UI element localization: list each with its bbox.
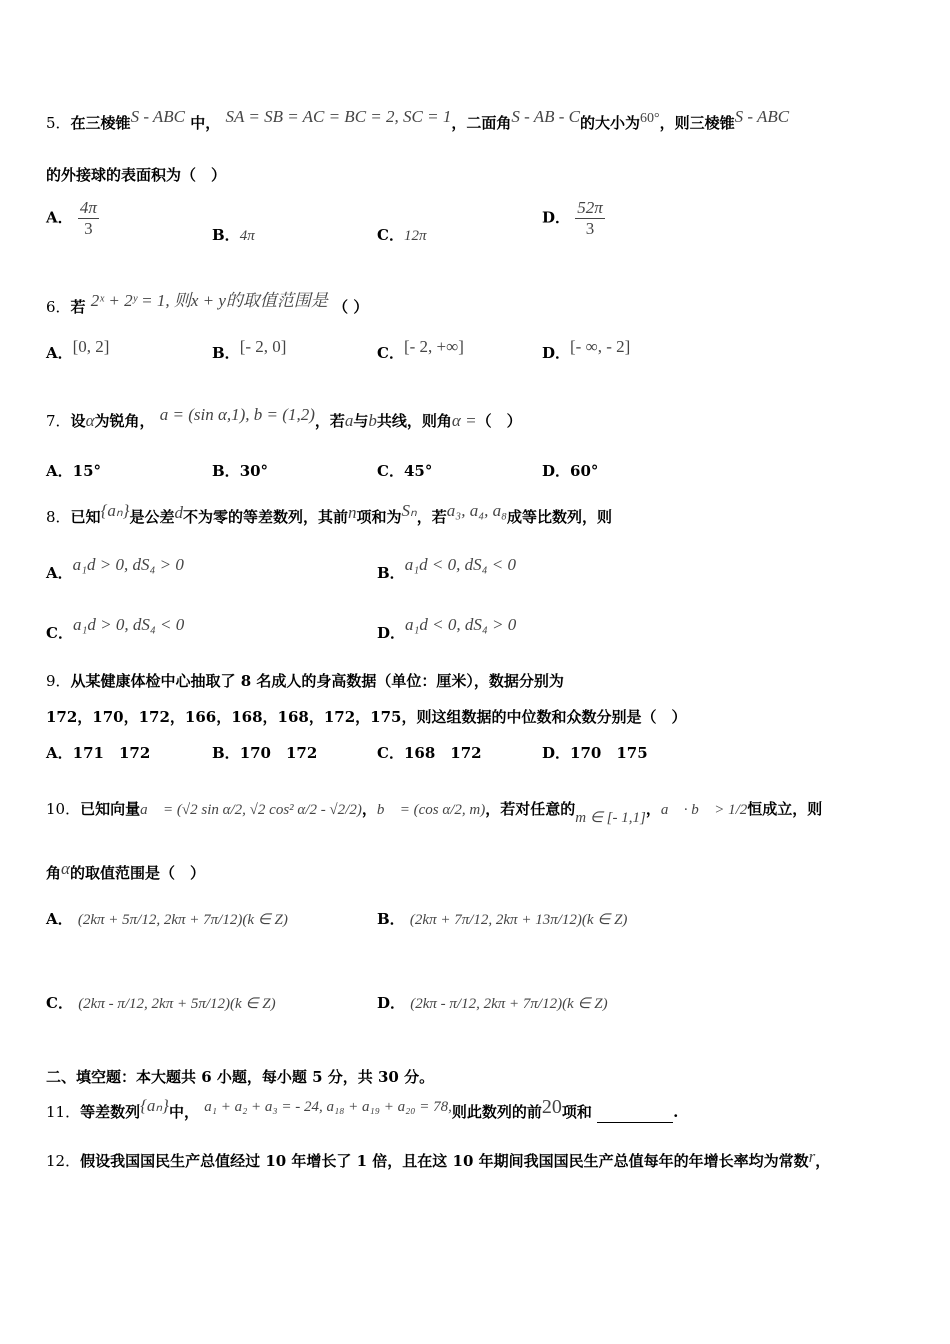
option-c: C．45° [377,462,433,480]
question-10: 10．已知向量a⃗ = (√2 sin α/2, √2 cos² α/2 - √2/2)，b⃗ = (cos α/2, m)，若对任意的m ∈ [- 1,1]，a⃗ · b⃗ > 1/2恒成立，则 [46,800,823,826]
question-8: 8．已知{aₙ}是公差d不为零的等差数列，其前n项和为Sₙ，若a₃, a₄, a₈成等比数列，则 [46,501,613,526]
question-number: 5． [46,114,71,132]
question-5: 5．在三棱锥S - ABC 中， SA = SB = AC = BC = 2, SC = 1，二面角S - AB - C的大小为60°，则三棱锥S - ABC [46,107,790,132]
option-d: D．170 175 [542,744,648,762]
fraction: $\frac{4\pi}{3}$ [79,198,97,238]
option-c: C．168 172 [377,744,482,762]
option-b: B．30° [212,462,269,480]
option-c: C．12π [377,226,427,244]
math-expr: m ∈ [- 1,1] [575,810,646,826]
math-expr: a₁ + a₂ + a₃ = - 24, a₁₈ + a₁₉ + a₂₀ = 78, [204,1099,452,1115]
math-expr: a⃗ = (√2 sin α/2, √2 cos² α/2 - √2/2) [140,802,362,818]
option-b: B． (2kπ + 7π/12, 2kπ + 13π/12)(k ∈ Z) [377,910,628,928]
math-expr: 2ˣ + 2ʸ = 1, 则x + y的取值范围是 [90,291,328,310]
option-c: C．[- 2, +∞] [377,337,464,362]
answer-blank[interactable] [597,1108,673,1123]
option-b: B．170 172 [212,744,318,762]
option-d: D． $\frac{52\pi}{3}$ [542,198,603,238]
fraction: $\frac{52\pi}{3}$ [577,198,603,238]
question-9: 9．从某健康体检中心抽取了 8 名成人的身高数据（单位：厘米），数据分别为 [46,672,564,690]
question-number: 8． [46,508,71,526]
question-number: 11． [46,1103,81,1121]
option-a: A． $\frac{4\pi}{3}$ [46,198,97,238]
question-10-line2: 角α的取值范围是（ ） [46,859,205,882]
math-expr: b⃗ = (cos α/2, m) [376,802,486,818]
option-b: B．a₁d < 0, dS₄ < 0 [377,555,516,582]
math-expr: S - ABC [130,107,186,126]
option-d: D． (2kπ - π/12, 2kπ + 7π/12)(k ∈ Z) [377,994,608,1012]
math-expr: a⃗ · b⃗ > 1/2 [660,802,748,818]
question-12: 12．假设我国国民生产总值经过 10 年增长了 1 倍，且在这 10 年期间我国国民生产总值每年的年增长率均为常数r， [46,1147,831,1170]
option-d: D．a₁d < 0, dS₄ > 0 [377,615,517,642]
option-c: C． (2kπ - π/12, 2kπ + 5π/12)(k ∈ Z) [46,994,276,1012]
option-a: A．171 172 [46,744,151,762]
question-number: 12． [46,1152,81,1170]
option-b: B．[- 2, 0] [212,337,287,362]
question-5-line2: 的外接球的表面积为（ ） [46,166,227,184]
math-expr: a = (sin α,1), b = (1,2) [159,405,315,424]
option-a: A．15° [46,462,102,480]
question-number: 6． [46,298,71,316]
option-d: D．60° [542,462,599,480]
option-a: A．[0, 2] [46,337,110,362]
question-11: 11．等差数列{aₙ}中， a₁ + a₂ + a₃ = - 24, a₁₈ + a₁₉ + a₂₀ = 78,则此数列的前20项和 . [46,1096,679,1121]
option-d: D．[- ∞, - 2] [542,337,631,362]
math-expr: S - AB - C [511,107,580,126]
option-b: B．4π [212,226,255,244]
question-number: 9． [46,672,71,690]
question-9-line2: 172，170，172，166，168，168，172，175，则这组数据的中位数和众数分别是（ ） [46,708,687,726]
math-expr: 60° [639,111,660,126]
math-expr: S - ABC [734,107,790,126]
question-6: 6．若 2ˣ + 2ʸ = 1, 则x + y的取值范围是 （ ） [46,291,369,316]
section-heading: 二、填空题：本大题共 6 小题，每小题 5 分，共 30 分。 [46,1068,435,1086]
option-a: A． (2kπ + 5π/12, 2kπ + 7π/12)(k ∈ Z) [46,910,288,928]
math-expr: SA = SB = AC = BC = 2, SC = 1 [225,107,452,126]
question-7: 7．设α为锐角， a = (sin α,1), b = (1,2)，若a与b共线，则角α =（ ） [46,405,522,430]
question-number: 10． [46,800,81,818]
option-c: C．a₁d > 0, dS₄ < 0 [46,615,185,642]
option-a: A．a₁d > 0, dS₄ > 0 [46,555,184,582]
question-number: 7． [46,412,71,430]
